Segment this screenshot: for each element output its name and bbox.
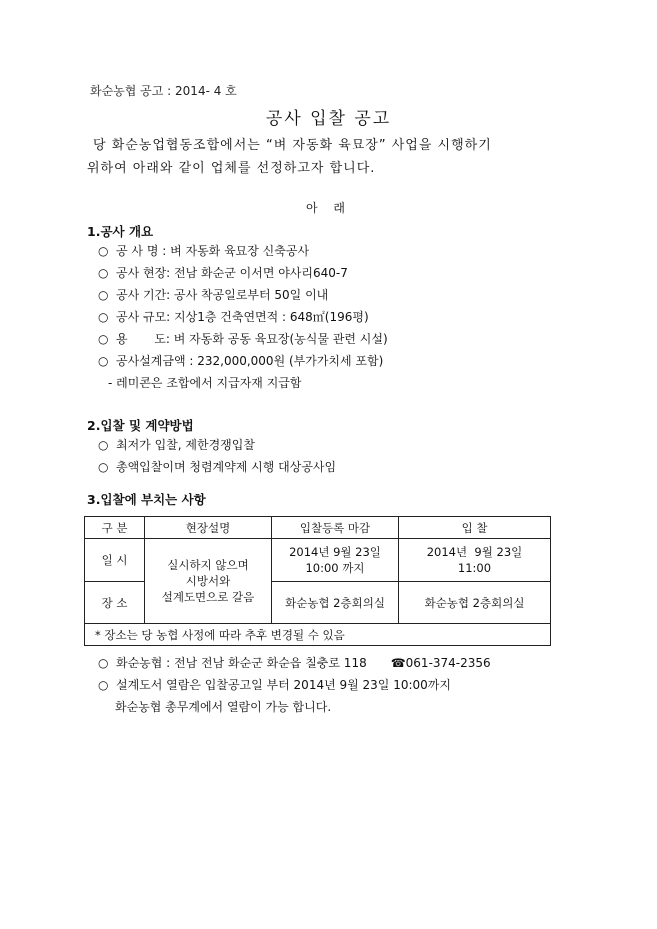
circle-bullet-icon: ○ <box>98 438 109 452</box>
row-label-place: 장 소 <box>85 582 145 624</box>
circle-bullet-icon: ○ <box>98 266 109 280</box>
circle-bullet-icon: ○ <box>98 678 109 692</box>
list-item: ○ 공사 기간: 공사 착공일로부터 50일 이내 <box>98 288 329 302</box>
list-item: ○ 공사 규모: 지상1층 건축연면적 : 648㎡(196평) <box>98 310 369 324</box>
schedule-table <box>84 516 551 646</box>
section2-heading: 2.입찰 및 계약방법 <box>87 418 194 433</box>
table-header-cell: 현장설명 <box>145 517 272 539</box>
intro-line-1: 당 화순농업협동조합에서는 “벼 자동화 육묘장” 사업을 시행하기 <box>93 138 492 153</box>
table-row <box>85 539 551 582</box>
site-explanation-cell: 실시하지 않으며 시방서와 설계도면으로 갈음 <box>145 539 272 624</box>
sub-note: - 레미콘은 조합에서 지급자재 지급함 <box>108 376 302 390</box>
bid-place-cell: 화순농협 2층회의실 <box>399 582 551 624</box>
list-item: ○ 총액입찰이며 청렴계약제 시행 대상공사임 <box>98 460 337 474</box>
viewing-line-2: 화순농협 총무계에서 열람이 가능 합니다. <box>115 700 332 714</box>
table-header-cell: 입찰등록 마감 <box>272 517 399 539</box>
list-item: ○ 최저가 입찰, 제한경쟁입찰 <box>98 438 255 452</box>
table-header-cell: 구 분 <box>85 517 145 539</box>
table-header-cell: 입 찰 <box>399 517 551 539</box>
page-title: 공사 입찰 공고 <box>265 109 392 129</box>
list-item: ○ 공사설계금액 : 232,000,000원 (부가가치세 포함) <box>98 354 384 368</box>
viewing-line-1: ○ 설계도서 열람은 입찰공고일 부터 2014년 9월 23일 10:00까지 <box>98 678 451 692</box>
circle-bullet-icon: ○ <box>98 332 109 346</box>
table-note-row <box>85 624 551 646</box>
circle-bullet-icon: ○ <box>98 310 109 324</box>
table-note: * 장소는 당 농협 사정에 따라 추후 변경될 수 있음 <box>85 624 551 646</box>
row-label-datetime: 일 시 <box>85 539 145 582</box>
circle-bullet-icon: ○ <box>98 244 109 258</box>
registration-date-cell: 2014년 9월 23일 10:00 까지 <box>272 539 399 582</box>
circle-bullet-icon: ○ <box>98 656 109 670</box>
list-item: ○ 용 도: 벼 자동화 공동 육묘장(농식물 관련 시설) <box>98 332 388 346</box>
section3-heading: 3.입찰에 부치는 사항 <box>87 492 206 507</box>
circle-bullet-icon: ○ <box>98 460 109 474</box>
intro-line-2: 위하여 아래와 같이 업체를 선정하고자 합니다. <box>87 161 376 176</box>
circle-bullet-icon: ○ <box>98 288 109 302</box>
bid-date-cell: 2014년 9월 23일 11:00 <box>399 539 551 582</box>
section1-heading: 1.공사 개요 <box>87 224 154 239</box>
center-label: 아 래 <box>306 201 351 215</box>
contact-line: ○ 화순농협 : 전남 전남 화순군 화순읍 칠충로 118 ☎061-374-2356 <box>98 656 491 670</box>
list-item: ○ 공 사 명 : 벼 자동화 육묘장 신축공사 <box>98 244 310 258</box>
phone-number: ☎061-374-2356 <box>390 656 491 670</box>
table-header-row <box>85 517 551 539</box>
list-item: ○ 공사 현장: 전남 화순군 이서면 야사리640-7 <box>98 266 348 280</box>
document-number: 화순농협 공고 : 2014- 4 호 <box>90 84 237 98</box>
registration-place-cell: 화순농협 2층회의실 <box>272 582 399 624</box>
circle-bullet-icon: ○ <box>98 354 109 368</box>
